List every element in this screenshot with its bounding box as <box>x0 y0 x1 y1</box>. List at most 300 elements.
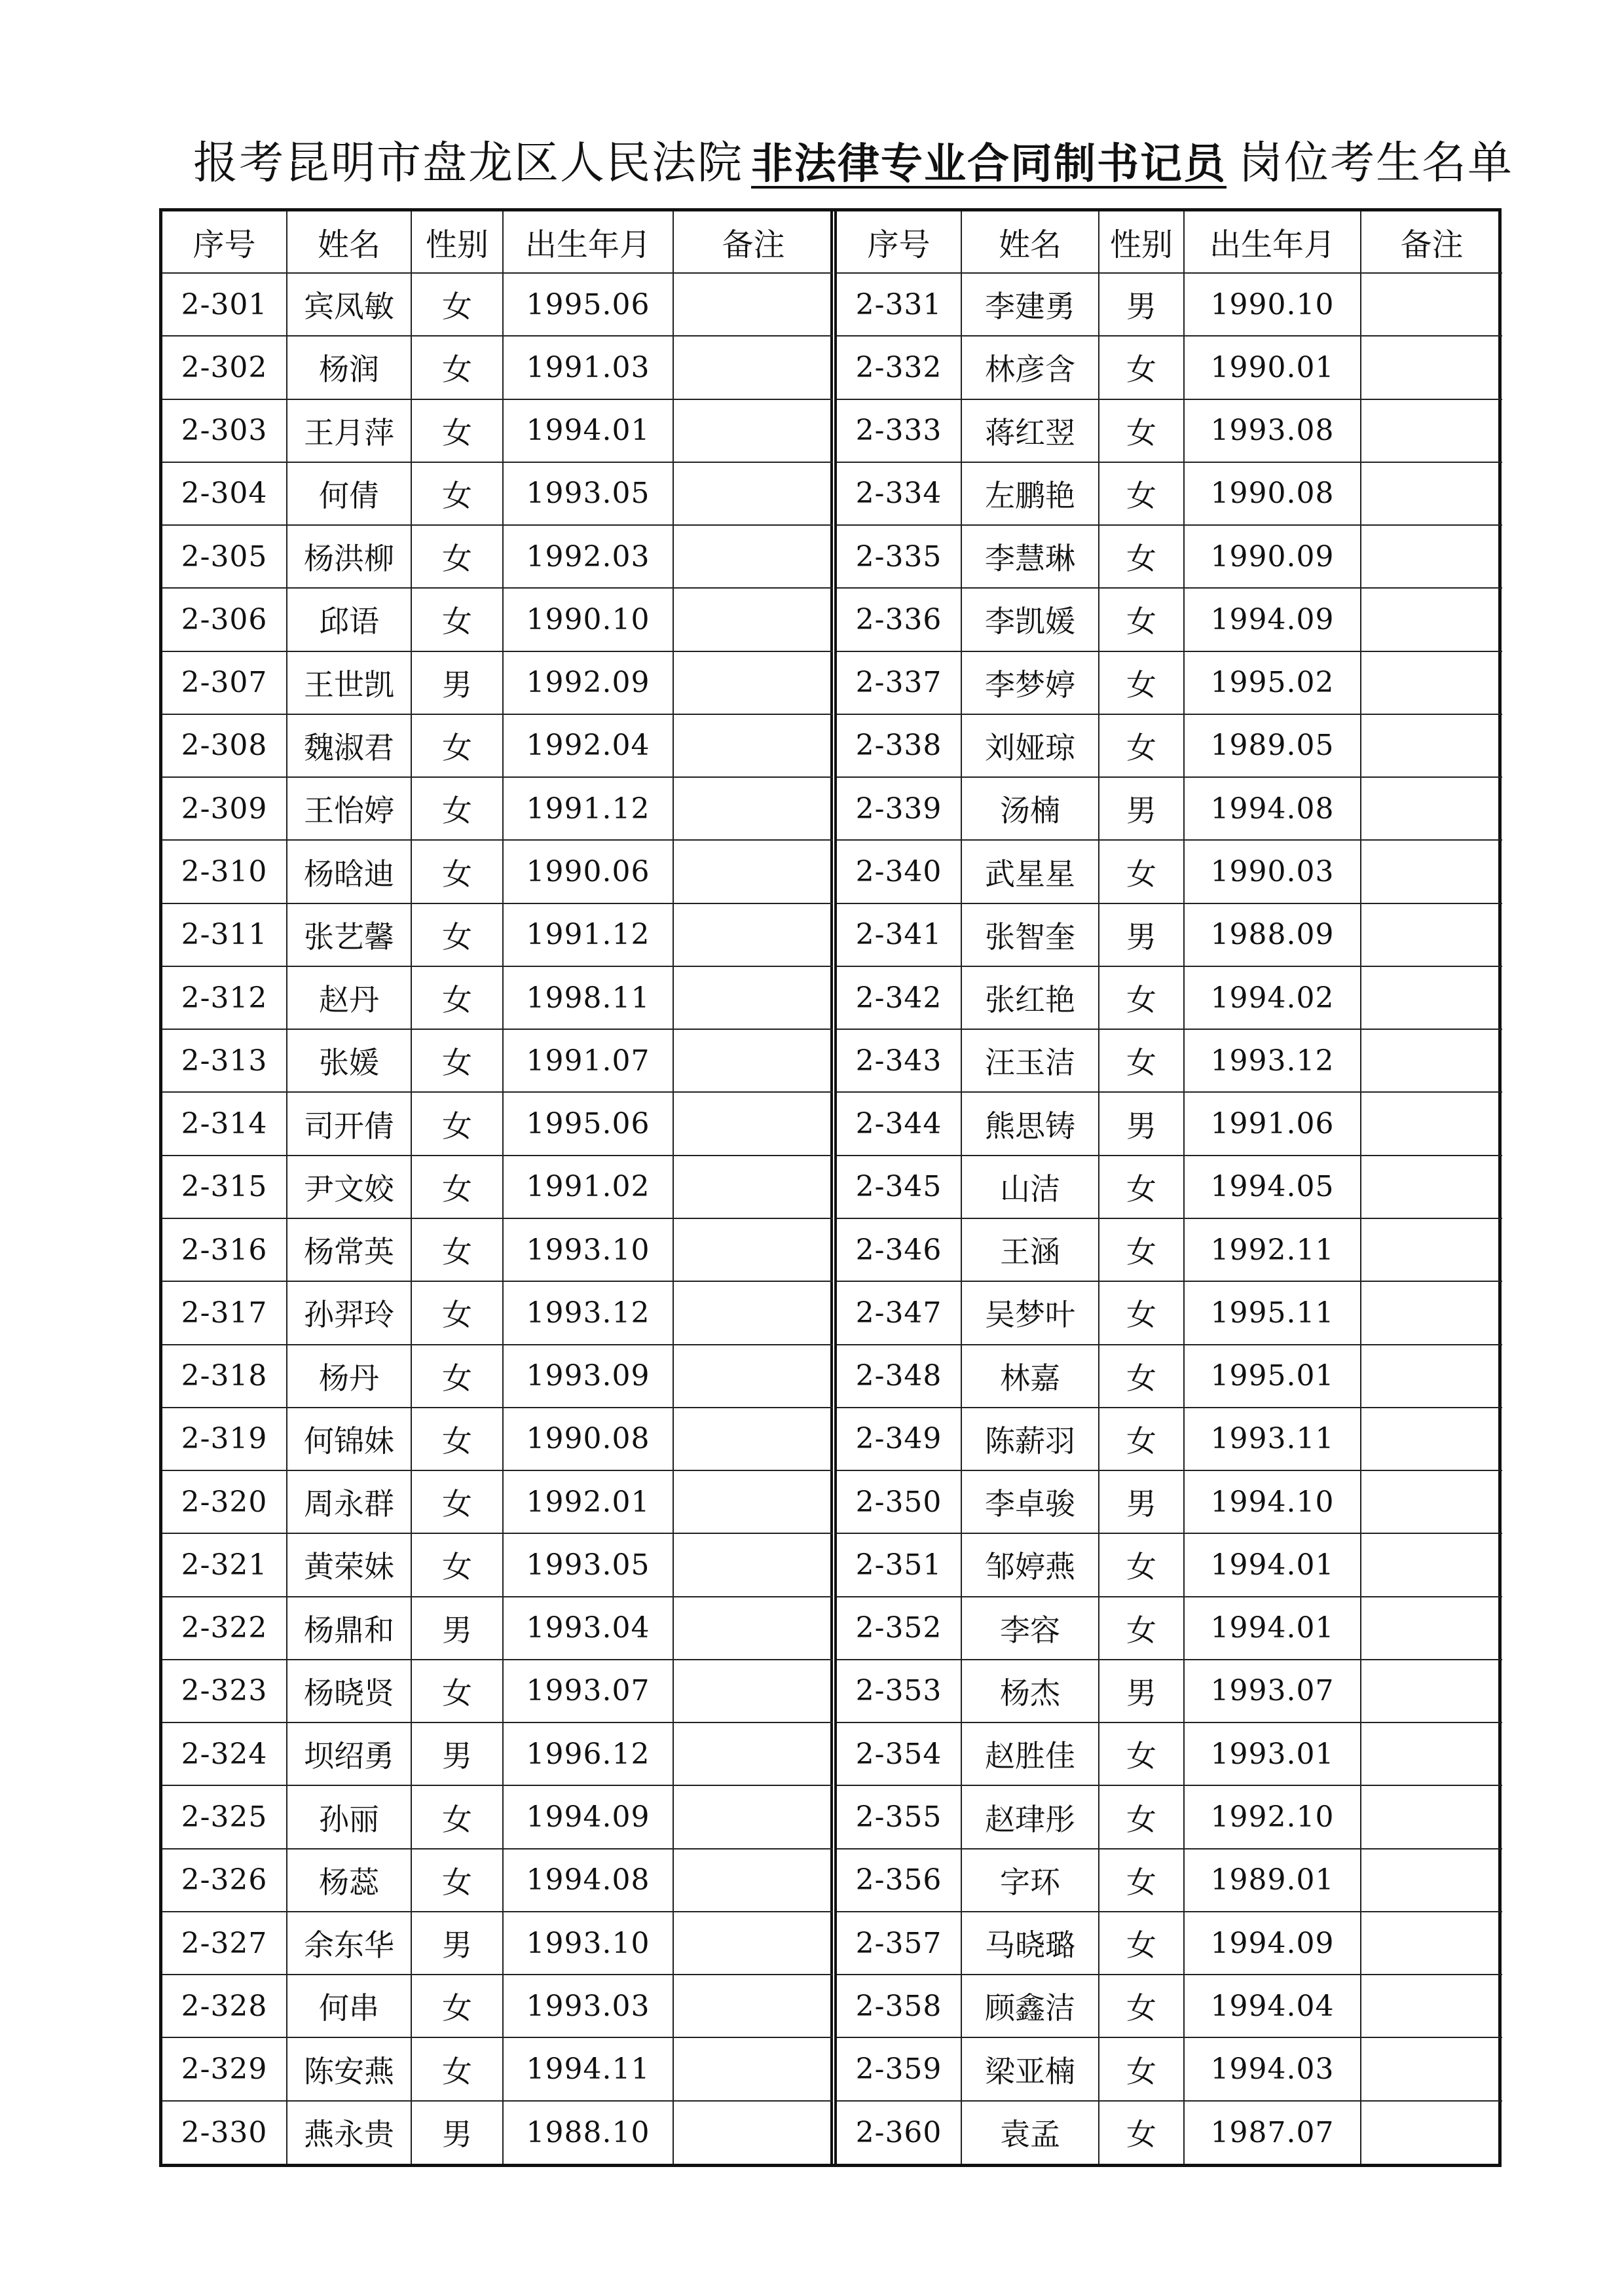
cell-name: 坝绍勇 <box>287 1722 411 1785</box>
cell-gender: 男 <box>1099 273 1184 336</box>
cell-remark <box>673 1281 833 1344</box>
cell-remark <box>1361 1156 1502 1218</box>
table-row <box>162 1156 833 1218</box>
cell-no: 2-322 <box>162 1597 287 1660</box>
cell-name: 张红艳 <box>961 966 1099 1029</box>
cell-remark <box>1361 2101 1502 2164</box>
cell-birth: 1992.10 <box>1184 1785 1361 1848</box>
cell-remark <box>1361 399 1502 462</box>
cell-name: 王怡婷 <box>287 777 411 840</box>
header-row <box>837 211 1502 273</box>
table-row <box>162 1912 833 1975</box>
roster-right-table <box>837 211 1502 2164</box>
cell-remark <box>673 1408 833 1470</box>
cell-gender: 女 <box>411 1156 503 1218</box>
cell-no: 2-335 <box>837 525 961 588</box>
cell-gender: 女 <box>411 462 503 525</box>
cell-no: 2-326 <box>162 1849 287 1912</box>
cell-name: 杨丹 <box>287 1345 411 1408</box>
cell-birth: 1991.06 <box>1184 1092 1361 1155</box>
cell-remark <box>1361 1408 1502 1470</box>
cell-no: 2-345 <box>837 1156 961 1218</box>
cell-remark <box>673 2037 833 2100</box>
cell-name: 李建勇 <box>961 273 1099 336</box>
table-row <box>162 1345 833 1408</box>
table-row <box>837 1785 1502 1848</box>
cell-gender: 男 <box>411 1912 503 1975</box>
cell-birth: 1995.02 <box>1184 651 1361 714</box>
cell-gender: 女 <box>1099 525 1184 588</box>
cell-name: 黄荣妹 <box>287 1533 411 1596</box>
cell-birth: 1994.02 <box>1184 966 1361 1029</box>
cell-birth: 1987.07 <box>1184 2101 1361 2164</box>
table-row <box>837 1912 1502 1975</box>
cell-name: 马晓璐 <box>961 1912 1099 1975</box>
cell-birth: 1995.06 <box>503 273 673 336</box>
table-row <box>162 1533 833 1596</box>
cell-birth: 1988.10 <box>503 2101 673 2164</box>
cell-gender: 女 <box>1099 1345 1184 1408</box>
cell-birth: 1990.10 <box>503 588 673 651</box>
cell-name: 杨晗迪 <box>287 840 411 903</box>
cell-gender: 女 <box>1099 1722 1184 1785</box>
table-row <box>837 966 1502 1029</box>
table-row <box>162 588 833 651</box>
cell-remark <box>1361 525 1502 588</box>
cell-gender: 女 <box>411 1092 503 1155</box>
cell-name: 何倩 <box>287 462 411 525</box>
cell-no: 2-334 <box>837 462 961 525</box>
table-row <box>162 840 833 903</box>
cell-name: 赵胜佳 <box>961 1722 1099 1785</box>
cell-remark <box>1361 1785 1502 1848</box>
cell-gender: 女 <box>411 1345 503 1408</box>
cell-birth: 1994.08 <box>1184 777 1361 840</box>
cell-name: 邹婷燕 <box>961 1533 1099 1596</box>
cell-name: 字环 <box>961 1849 1099 1912</box>
table-row <box>837 462 1502 525</box>
cell-birth: 1989.01 <box>1184 1849 1361 1912</box>
cell-no: 2-329 <box>162 2037 287 2100</box>
cell-remark <box>673 2101 833 2164</box>
cell-birth: 1993.11 <box>1184 1408 1361 1470</box>
cell-name: 杨洪柳 <box>287 525 411 588</box>
cell-remark <box>673 1597 833 1660</box>
cell-remark <box>1361 588 1502 651</box>
cell-birth: 1994.09 <box>1184 1912 1361 1975</box>
table-row <box>162 1408 833 1470</box>
cell-remark <box>673 651 833 714</box>
cell-birth: 1993.03 <box>503 1975 673 2037</box>
cell-name: 蒋红翌 <box>961 399 1099 462</box>
col-header-remark: 备注 <box>1361 211 1502 273</box>
cell-gender: 男 <box>411 1597 503 1660</box>
table-row <box>162 903 833 966</box>
cell-birth: 1991.02 <box>503 1156 673 1218</box>
table-row <box>162 399 833 462</box>
cell-no: 2-328 <box>162 1975 287 2037</box>
cell-no: 2-315 <box>162 1156 287 1218</box>
cell-remark <box>673 1533 833 1596</box>
table-row <box>837 1092 1502 1155</box>
cell-birth: 1994.01 <box>1184 1533 1361 1596</box>
cell-gender: 女 <box>1099 2101 1184 2164</box>
table-row <box>837 1281 1502 1344</box>
cell-gender: 女 <box>1099 1029 1184 1092</box>
table-row <box>837 1408 1502 1470</box>
cell-gender: 女 <box>1099 714 1184 777</box>
cell-gender: 女 <box>411 588 503 651</box>
cell-name: 陈薪羽 <box>961 1408 1099 1470</box>
cell-remark <box>1361 462 1502 525</box>
cell-gender: 男 <box>1099 1470 1184 1533</box>
cell-gender: 女 <box>411 1218 503 1281</box>
cell-remark <box>1361 1345 1502 1408</box>
cell-gender: 女 <box>1099 1975 1184 2037</box>
cell-gender: 女 <box>1099 588 1184 651</box>
cell-no: 2-359 <box>837 2037 961 2100</box>
table-row <box>162 2101 833 2164</box>
cell-birth: 1995.06 <box>503 1092 673 1155</box>
cell-birth: 1989.05 <box>1184 714 1361 777</box>
cell-birth: 1994.10 <box>1184 1470 1361 1533</box>
cell-remark <box>673 336 833 399</box>
col-header-no: 序号 <box>837 211 961 273</box>
col-header-gender: 性别 <box>1099 211 1184 273</box>
col-header-gender: 性别 <box>411 211 503 273</box>
table-row <box>837 1722 1502 1785</box>
cell-remark <box>673 1156 833 1218</box>
cell-gender: 女 <box>1099 1533 1184 1596</box>
table-row <box>837 1597 1502 1660</box>
cell-name: 山洁 <box>961 1156 1099 1218</box>
table-row <box>837 1218 1502 1281</box>
cell-no: 2-318 <box>162 1345 287 1408</box>
cell-birth: 1995.01 <box>1184 1345 1361 1408</box>
table-row <box>162 1470 833 1533</box>
cell-name: 孙丽 <box>287 1785 411 1848</box>
cell-name: 李凯媛 <box>961 588 1099 651</box>
cell-no: 2-314 <box>162 1092 287 1155</box>
cell-no: 2-344 <box>837 1092 961 1155</box>
cell-gender: 女 <box>1099 1281 1184 1344</box>
cell-birth: 1992.09 <box>503 651 673 714</box>
cell-gender: 女 <box>1099 462 1184 525</box>
roster-left-rows <box>162 273 833 2164</box>
cell-remark <box>1361 2037 1502 2100</box>
cell-birth: 1993.08 <box>1184 399 1361 462</box>
cell-name: 杨润 <box>287 336 411 399</box>
table-row <box>162 1849 833 1912</box>
cell-name: 林嘉 <box>961 1345 1099 1408</box>
cell-no: 2-301 <box>162 273 287 336</box>
table-row <box>837 1660 1502 1722</box>
cell-remark <box>1361 1975 1502 2037</box>
cell-remark <box>1361 1533 1502 1596</box>
cell-gender: 女 <box>411 1029 503 1092</box>
roster-left-half <box>162 211 833 2164</box>
cell-gender: 男 <box>1099 903 1184 966</box>
cell-gender: 男 <box>1099 1092 1184 1155</box>
cell-name: 汪玉洁 <box>961 1029 1099 1092</box>
cell-gender: 女 <box>1099 1218 1184 1281</box>
cell-gender: 女 <box>411 1849 503 1912</box>
cell-remark <box>673 1849 833 1912</box>
cell-no: 2-304 <box>162 462 287 525</box>
title-post-name: 非法律专业合同制书记员 <box>751 140 1227 189</box>
cell-remark <box>673 588 833 651</box>
cell-gender: 女 <box>411 1470 503 1533</box>
cell-remark <box>673 1218 833 1281</box>
cell-name: 邱语 <box>287 588 411 651</box>
cell-no: 2-341 <box>837 903 961 966</box>
title-suffix: 岗位考生名单 <box>1238 137 1514 189</box>
cell-no: 2-349 <box>837 1408 961 1470</box>
cell-name: 何串 <box>287 1975 411 2037</box>
cell-gender: 女 <box>411 903 503 966</box>
cell-gender: 女 <box>411 399 503 462</box>
table-row <box>837 1533 1502 1596</box>
cell-gender: 女 <box>1099 1785 1184 1848</box>
cell-remark <box>673 1722 833 1785</box>
cell-no: 2-353 <box>837 1660 961 1722</box>
cell-birth: 1993.07 <box>1184 1660 1361 1722</box>
cell-gender: 女 <box>411 840 503 903</box>
cell-remark <box>673 525 833 588</box>
cell-gender: 女 <box>1099 1912 1184 1975</box>
table-row <box>837 777 1502 840</box>
cell-remark <box>673 1785 833 1848</box>
cell-name: 顾鑫洁 <box>961 1975 1099 2037</box>
cell-name: 杨杰 <box>961 1660 1099 1722</box>
table-row <box>837 1849 1502 1912</box>
cell-remark <box>1361 1912 1502 1975</box>
roster-left-table <box>162 211 833 2164</box>
cell-remark <box>1361 1092 1502 1155</box>
cell-remark <box>673 714 833 777</box>
cell-gender: 女 <box>1099 1849 1184 1912</box>
table-row <box>837 903 1502 966</box>
cell-name: 袁孟 <box>961 2101 1099 2164</box>
table-row <box>837 1470 1502 1533</box>
cell-name: 武星星 <box>961 840 1099 903</box>
cell-birth: 1993.05 <box>503 1533 673 1596</box>
page-title <box>193 128 1516 200</box>
cell-birth: 1993.07 <box>503 1660 673 1722</box>
cell-gender: 男 <box>411 1722 503 1785</box>
cell-remark <box>673 777 833 840</box>
cell-name: 林彦含 <box>961 336 1099 399</box>
cell-no: 2-324 <box>162 1722 287 1785</box>
cell-gender: 女 <box>1099 1156 1184 1218</box>
cell-no: 2-312 <box>162 966 287 1029</box>
cell-birth: 1994.05 <box>1184 1156 1361 1218</box>
cell-name: 周永群 <box>287 1470 411 1533</box>
cell-remark <box>1361 1597 1502 1660</box>
col-header-no: 序号 <box>162 211 287 273</box>
cell-birth: 1996.12 <box>503 1722 673 1785</box>
cell-remark <box>1361 1029 1502 1092</box>
cell-no: 2-302 <box>162 336 287 399</box>
cell-birth: 1990.01 <box>1184 336 1361 399</box>
cell-no: 2-347 <box>837 1281 961 1344</box>
cell-no: 2-333 <box>837 399 961 462</box>
cell-gender: 女 <box>411 1660 503 1722</box>
col-header-birth: 出生年月 <box>503 211 673 273</box>
table-row <box>837 399 1502 462</box>
cell-no: 2-348 <box>837 1345 961 1408</box>
cell-remark <box>1361 651 1502 714</box>
cell-no: 2-306 <box>162 588 287 651</box>
table-row <box>837 840 1502 903</box>
cell-remark <box>673 273 833 336</box>
table-row <box>837 588 1502 651</box>
cell-remark <box>673 903 833 966</box>
table-row <box>837 1156 1502 1218</box>
cell-gender: 女 <box>411 1408 503 1470</box>
cell-no: 2-316 <box>162 1218 287 1281</box>
cell-no: 2-336 <box>837 588 961 651</box>
cell-gender: 男 <box>1099 1660 1184 1722</box>
cell-birth: 1990.08 <box>503 1408 673 1470</box>
cell-remark <box>1361 903 1502 966</box>
table-row <box>837 525 1502 588</box>
table-row <box>162 1281 833 1344</box>
cell-no: 2-319 <box>162 1408 287 1470</box>
cell-remark <box>673 399 833 462</box>
cell-birth: 1992.04 <box>503 714 673 777</box>
candidate-roster <box>159 208 1502 2167</box>
cell-no: 2-339 <box>837 777 961 840</box>
cell-name: 孙羿玲 <box>287 1281 411 1344</box>
cell-no: 2-305 <box>162 525 287 588</box>
cell-no: 2-360 <box>837 2101 961 2164</box>
table-row <box>837 2037 1502 2100</box>
cell-gender: 女 <box>411 525 503 588</box>
cell-name: 余东华 <box>287 1912 411 1975</box>
cell-birth: 1992.11 <box>1184 1218 1361 1281</box>
cell-name: 宾凤敏 <box>287 273 411 336</box>
cell-name: 李梦婷 <box>961 651 1099 714</box>
col-header-birth: 出生年月 <box>1184 211 1361 273</box>
table-row <box>162 525 833 588</box>
cell-birth: 1991.12 <box>503 777 673 840</box>
cell-birth: 1994.09 <box>1184 588 1361 651</box>
cell-gender: 女 <box>411 966 503 1029</box>
cell-remark <box>673 1975 833 2037</box>
cell-name: 李慧琳 <box>961 525 1099 588</box>
cell-name: 尹文姣 <box>287 1156 411 1218</box>
table-row <box>837 1975 1502 2037</box>
cell-remark <box>673 1345 833 1408</box>
cell-no: 2-354 <box>837 1722 961 1785</box>
cell-remark <box>1361 1722 1502 1785</box>
cell-gender: 女 <box>411 1533 503 1596</box>
cell-gender: 女 <box>411 273 503 336</box>
cell-birth: 1993.12 <box>503 1281 673 1344</box>
cell-name: 吴梦叶 <box>961 1281 1099 1344</box>
cell-birth: 1994.11 <box>503 2037 673 2100</box>
cell-birth: 1990.09 <box>1184 525 1361 588</box>
table-row <box>837 1345 1502 1408</box>
table-row <box>162 1029 833 1092</box>
cell-gender: 男 <box>411 651 503 714</box>
cell-no: 2-352 <box>837 1597 961 1660</box>
cell-gender: 女 <box>1099 966 1184 1029</box>
cell-birth: 1993.04 <box>503 1597 673 1660</box>
cell-gender: 女 <box>411 1785 503 1848</box>
header-row <box>162 211 833 273</box>
cell-birth: 1993.05 <box>503 462 673 525</box>
cell-birth: 1998.11 <box>503 966 673 1029</box>
cell-birth: 1994.01 <box>1184 1597 1361 1660</box>
cell-no: 2-342 <box>837 966 961 1029</box>
cell-name: 王世凯 <box>287 651 411 714</box>
cell-gender: 男 <box>1099 777 1184 840</box>
table-row <box>162 1660 833 1722</box>
cell-no: 2-346 <box>837 1218 961 1281</box>
cell-name: 王月萍 <box>287 399 411 462</box>
cell-gender: 女 <box>1099 336 1184 399</box>
cell-name: 魏淑君 <box>287 714 411 777</box>
cell-name: 陈安燕 <box>287 2037 411 2100</box>
table-row <box>162 777 833 840</box>
cell-birth: 1994.04 <box>1184 1975 1361 2037</box>
cell-no: 2-343 <box>837 1029 961 1092</box>
table-row <box>837 2101 1502 2164</box>
cell-name: 张媛 <box>287 1029 411 1092</box>
cell-birth: 1994.03 <box>1184 2037 1361 2100</box>
cell-name: 熊思铸 <box>961 1092 1099 1155</box>
cell-no: 2-320 <box>162 1470 287 1533</box>
cell-remark <box>673 1092 833 1155</box>
cell-no: 2-309 <box>162 777 287 840</box>
cell-birth: 1994.08 <box>503 1849 673 1912</box>
cell-no: 2-327 <box>162 1912 287 1975</box>
cell-gender: 女 <box>1099 1408 1184 1470</box>
cell-remark <box>1361 336 1502 399</box>
cell-birth: 1995.11 <box>1184 1281 1361 1344</box>
cell-birth: 1990.03 <box>1184 840 1361 903</box>
cell-gender: 男 <box>411 2101 503 2164</box>
cell-name: 杨鼎和 <box>287 1597 411 1660</box>
cell-no: 2-332 <box>837 336 961 399</box>
cell-name: 左鹏艳 <box>961 462 1099 525</box>
cell-gender: 女 <box>411 2037 503 2100</box>
cell-gender: 女 <box>1099 1597 1184 1660</box>
cell-no: 2-355 <box>837 1785 961 1848</box>
cell-birth: 1994.09 <box>503 1785 673 1848</box>
table-row <box>162 714 833 777</box>
cell-gender: 女 <box>411 1281 503 1344</box>
cell-no: 2-337 <box>837 651 961 714</box>
cell-birth: 1993.12 <box>1184 1029 1361 1092</box>
col-header-remark: 备注 <box>673 211 833 273</box>
table-row <box>162 1218 833 1281</box>
cell-remark <box>673 966 833 1029</box>
cell-name: 赵丹 <box>287 966 411 1029</box>
cell-name: 李容 <box>961 1597 1099 1660</box>
cell-gender: 女 <box>1099 651 1184 714</box>
table-row <box>162 2037 833 2100</box>
cell-name: 杨常英 <box>287 1218 411 1281</box>
table-row <box>162 1975 833 2037</box>
cell-birth: 1991.07 <box>503 1029 673 1092</box>
table-row <box>162 462 833 525</box>
cell-birth: 1994.01 <box>503 399 673 462</box>
cell-remark <box>673 1660 833 1722</box>
table-row <box>837 714 1502 777</box>
